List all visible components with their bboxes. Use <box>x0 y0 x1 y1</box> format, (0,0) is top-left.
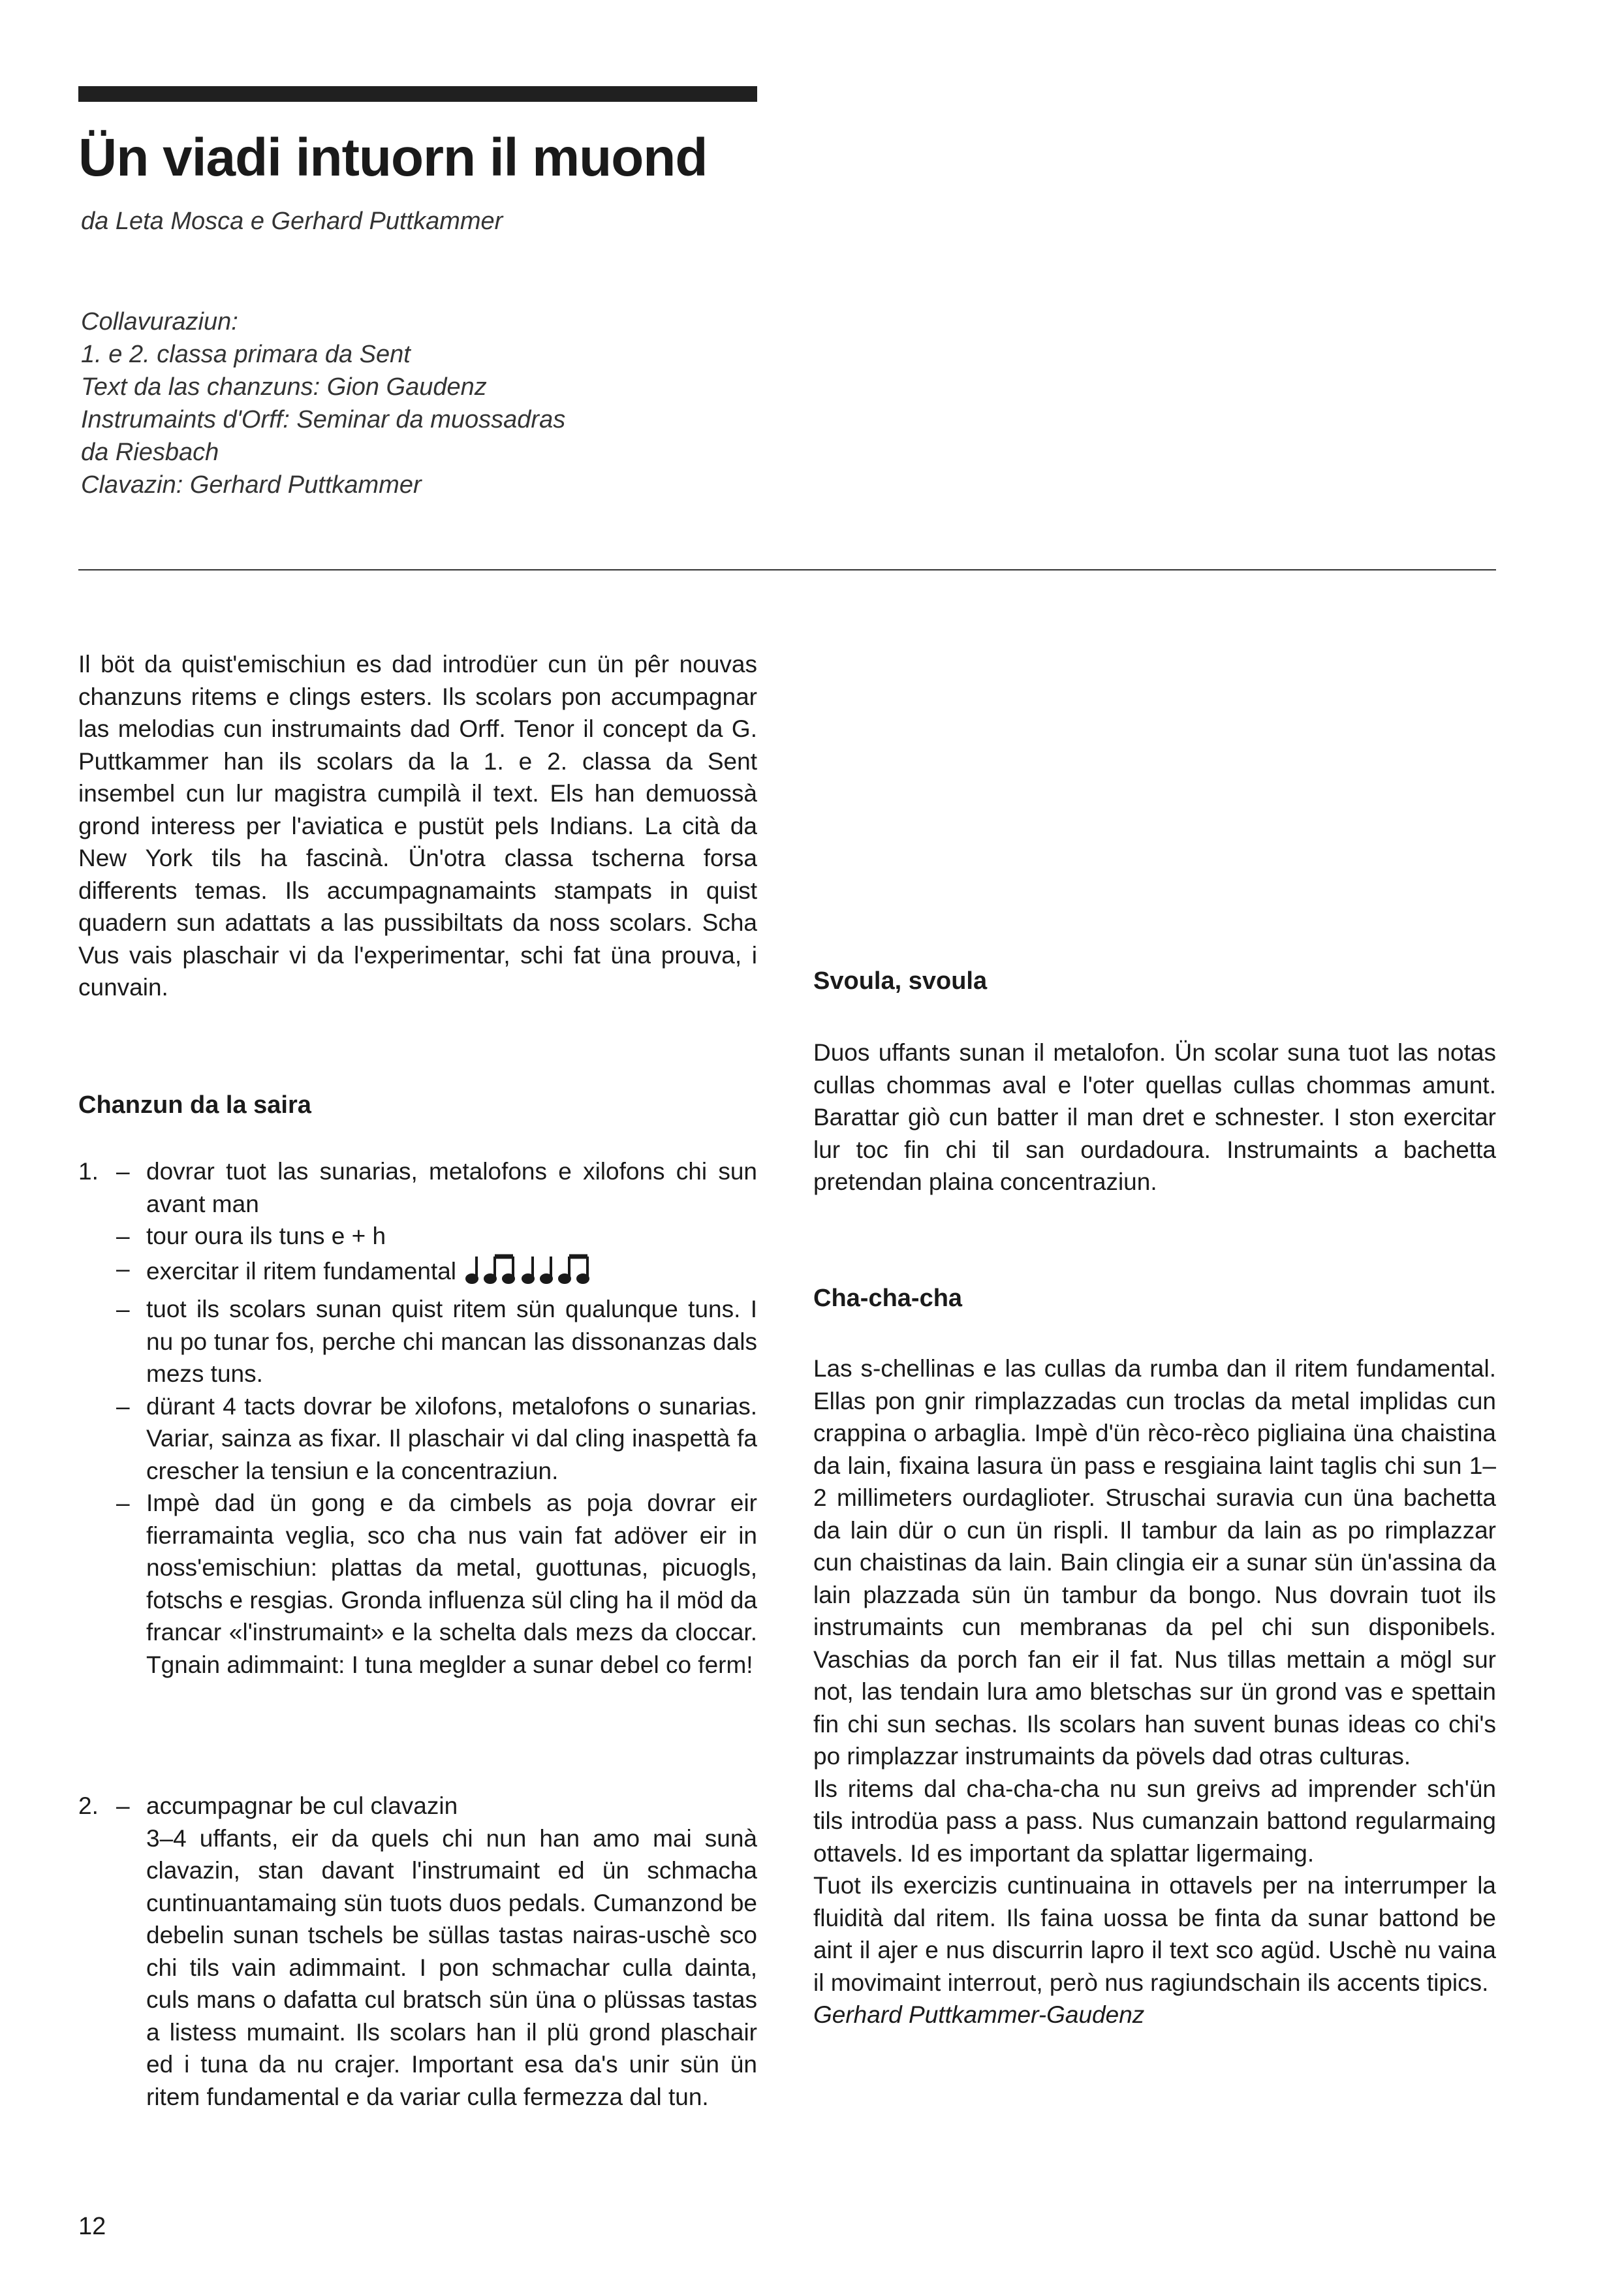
svoula-paragraph: Duos uffants sunan il metalofon. Ün scolar suna tuot las notas cullas chommas aval e l'oter quellas cullas chommas amunt. Barattar giò cun batter il man dret e schnester. I ston exercitar lur toc fin chi til san ourdadoura. Instrumaints a bachetta pretendan plaina concentraziun. <box>813 1039 1496 1195</box>
list-number: 1. <box>78 1158 99 1185</box>
chanzun-list-2 <box>78 1790 757 2113</box>
dash: – <box>116 1792 130 1819</box>
list-item <box>78 1220 757 1253</box>
list-item-text: tuot ils scolars sunan quist ritem sün qualunque tuns. I nu po tunar fos, perche chi mancan las dissonanzas dals mezs tuns. <box>146 1296 757 1387</box>
list-item <box>78 1790 757 1822</box>
list-item-text: tour oura ils tuns e + h <box>146 1223 386 1249</box>
intro-section <box>78 648 757 1004</box>
signature: Gerhard Puttkammer-Gaudenz <box>813 2001 1145 2028</box>
chacha-paragraph-1: Las s-chellinas e las cullas da rumba dan il ritem fundamental. Ellas pon gnir rimplazzadas cun troclas da metal implidas cun crappina o arbaglia. Impè d'ün rèco-rèco pigliaina üna chaistina da lain, fixaina lasura ün pass e resgiaina laint taglis chi sun 1–2 millimeters ourdaglioter. Struschai suravia cun üna bachetta da lain dür o cun ün rispli. Il tambur da lain as po rimplazzar cun chaistinas da lain. Bain clingia eir a sunar sün ün'assina da lain plazzada sün ün tambur da bongo. Nus dovrain tuot ils instrumaints cun membranas da pel chi sun disponibels. Vaschias da porch fan eir il fat. Nus tillas mettain a mögl sur not, las tendain lura amo bletschas sur ün grond vas e spettain fin chi sun sechas. Ils scolars han suvent bunas ideas co chi's po rimplazzar instrumaints da pövels dad otras culturas. <box>813 1355 1496 1770</box>
list-item <box>78 1253 757 1294</box>
dash: – <box>116 1255 130 1282</box>
svoula-section <box>813 1037 1496 1198</box>
list-item <box>78 1390 757 1488</box>
list-item-text: dovrar tuot las sunarias, metalofons e xilofons chi sun avant man <box>146 1158 757 1217</box>
chanzun-list <box>78 1155 757 1681</box>
list-item-text: dürant 4 tacts dovrar be xilofons, metalofons o sunarias. Variar, sainza as fixar. Il plaschair vi dal cling inaspettà fa crescher la tensiun e la concentraziun. <box>146 1392 757 1484</box>
dash: – <box>116 1223 130 1249</box>
section-heading-chanzun: Chanzun da la saira <box>78 1091 311 1119</box>
list-item-text: exercitar il ritem fundamental <box>146 1257 457 1285</box>
list-number: 2. <box>78 1792 99 1819</box>
intro-paragraph: Il böt da quist'emischiun es dad introdüer cun ün pêr nouvas chanzuns ritems e clings esters. Ils scolars pon accumpagnar las melodias cun instrumaints dad Orff. Tenor il concept da G. Puttkammer han ils scolars da la 1. e 2. classa da Sent insembel cun lur magistra cumpilà il text. Els han demuossà grond interess per l'aviatica e pustüt pels Indians. La cità da New York tils ha fascinà. Ün'otra classa tscherna forsa differents temas. Ils accumpagnamaints stampats in quist quadern sun adattats a las pussibiltats da noss scolars. Scha Vus vais plaschair vi da l'experimentar, schi fat üna prouva, i cunvain. <box>78 651 757 1001</box>
collaboration-credits <box>81 305 565 501</box>
collab-line: Collavuraziun: <box>81 308 238 336</box>
dash: – <box>116 1490 130 1516</box>
chacha-paragraph-2: Ils ritems dal cha-cha-cha nu sun greivs ad imprender sch'ün tils introdüa pass a pass. Nus cumanzain battond regularmaing ottavels. Id es important da splattar ligermaing. <box>813 1775 1496 1867</box>
collab-line: 1. e 2. classa primara da Sent <box>81 341 411 368</box>
list-item-text: accumpagnar be cul clavazin <box>146 1792 458 1819</box>
chacha-section <box>813 1352 1496 2031</box>
list-item <box>78 1293 757 1390</box>
list-item-text: Impè dad ün gong e da cimbels as poja dovrar eir fierramainta veglia, sco cha nus vain fat adöver eir in noss'emischiun: plattas da metal, guottunas, picuogls, fotschs e resgias. Gronda influenza sül cling ha il möd da francar «l'instrumaint» e la schelta dals mezs da cloccar. Tgnain adimmaint: I tuna meglder a sunar debel co ferm! <box>146 1490 757 1678</box>
page-number: 12 <box>78 2213 106 2240</box>
chanzun-heading-wrap <box>78 1091 311 1119</box>
dash: – <box>116 1392 130 1420</box>
section-heading-svoula: Svoula, svoula <box>813 967 988 995</box>
chacha-paragraph-3: Tuot ils exercizis cuntinuaina in ottavels per na interrumper la fluidità dal ritem. Ils faina uossa be finta da sunar battond be aint il ajer e nus discurrin lapro il text sco agüd. Uschè nu vaina il movimaint interrout, però nus ragiundschain ils accents tipics. <box>813 1872 1496 1996</box>
list-item <box>78 1155 757 1220</box>
section-heading-chacha: Cha-cha-cha <box>813 1285 963 1312</box>
page-title: Ün viadi intuorn il muond <box>78 128 708 187</box>
list-item-continuation: 3–4 uffants, eir da quels chi nun han amo mai sunà clavazin, stan davant l'instrumaint ed ün schmacha cuntinuantamaing sün tuots duos pedals. Cumanzond be debelin sunan tschels be süllas tastas nairas-uschè sco chi tils vain adimmaint. I pon schmachar culla dainta, culs mans o dafatta cul bratsch sün üna o plüssas tastas a listess mumaint. Ils scolars han il plü grond plaschair ed i tuna da nu crajer. Important esa da's unir sün ün ritem fundamental e da variar culla fermezza dal tun. <box>146 1824 757 2110</box>
dash: – <box>116 1158 130 1185</box>
byline: da Leta Mosca e Gerhard Puttkammer <box>81 208 503 235</box>
collab-line: da Riesbach <box>81 439 219 466</box>
rhythm-notation-icon <box>465 1253 622 1294</box>
collab-line: Clavazin: Gerhard Puttkammer <box>81 471 422 499</box>
svoula-heading-wrap <box>813 967 987 995</box>
dash: – <box>116 1296 130 1322</box>
collab-line: Instrumaints d'Orff: Seminar da muossadras <box>81 406 566 433</box>
chacha-heading-wrap <box>813 1285 962 1313</box>
section-divider <box>78 569 1496 570</box>
list-item <box>78 1487 757 1681</box>
top-rule-bar <box>78 86 757 102</box>
collab-line: Text da las chanzuns: Gion Gaudenz <box>81 373 487 401</box>
